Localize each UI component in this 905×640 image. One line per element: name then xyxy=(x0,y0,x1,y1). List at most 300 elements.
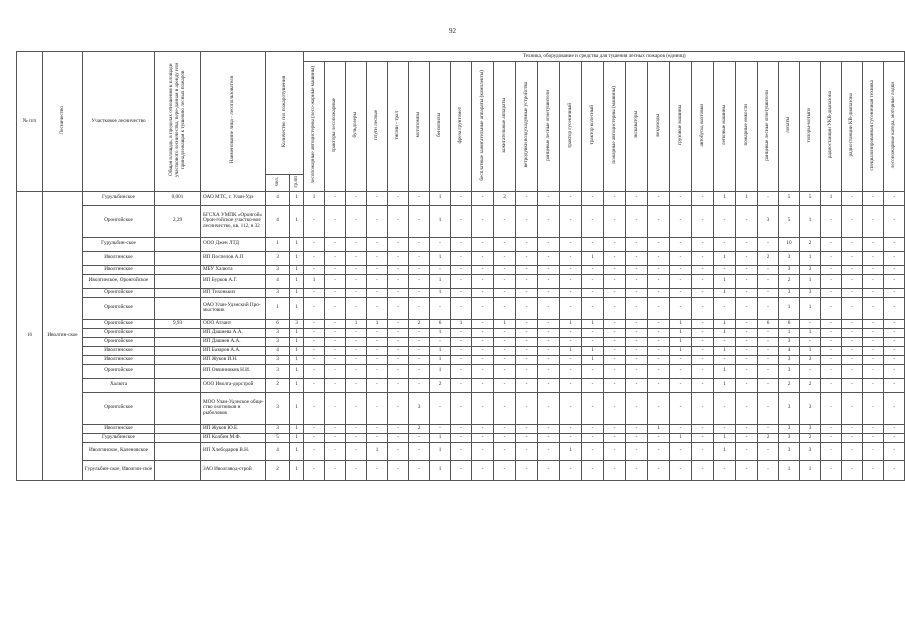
cell-eq-18 xyxy=(670,337,692,346)
cell-eq-value: - xyxy=(591,217,594,224)
cell-eq-9 xyxy=(472,378,494,392)
cell-eq-value: - xyxy=(397,466,399,473)
cell-eq-12 xyxy=(538,297,560,319)
cell-eq-11 xyxy=(516,433,538,442)
cell-district xyxy=(83,319,155,328)
cell-people-text: 2 xyxy=(276,466,279,473)
cell-eq-value: - xyxy=(613,424,616,431)
cell-name xyxy=(201,251,266,265)
cell-eq-value: - xyxy=(525,265,528,272)
cell-eq-value: 1 xyxy=(808,328,812,335)
cell-eq-4 xyxy=(367,288,388,297)
cell-eq-value: - xyxy=(851,304,853,311)
cell-eq-value: - xyxy=(525,367,528,374)
cell-eq-6 xyxy=(409,274,430,288)
cell-area-text: 0,001 xyxy=(171,194,184,201)
cell-eq-value: 3 xyxy=(766,217,770,224)
cell-eq-value: - xyxy=(397,288,399,295)
cell-groups-text: 1 xyxy=(295,288,298,295)
cell-eq-value: - xyxy=(547,304,550,311)
cell-eq-value: 1 xyxy=(591,346,594,353)
cell-eq-value: - xyxy=(701,328,704,335)
cell-eq-16 xyxy=(626,288,648,297)
cell-district-text: Оронгойское xyxy=(104,328,133,335)
col-district-text: Участковое лесничество xyxy=(91,117,146,124)
cell-name-text: ИП Жуков И.Н. xyxy=(203,355,238,362)
cell-eq-2 xyxy=(325,288,346,297)
cell-eq-value: - xyxy=(679,355,682,362)
cell-eq-16 xyxy=(626,265,648,274)
col-eq-16-text: экскаваторы xyxy=(632,111,639,139)
cell-eq-value: - xyxy=(334,447,336,454)
cell-eq-value: - xyxy=(767,346,769,353)
cell-eq-8 xyxy=(451,355,472,364)
cell-eq-15 xyxy=(604,337,626,346)
cell-eq-value: - xyxy=(503,381,506,388)
cell-eq-value: - xyxy=(851,288,853,295)
cell-eq-value: - xyxy=(851,240,853,247)
cell-eq-value: - xyxy=(745,265,748,272)
col-eq-28 xyxy=(884,62,905,192)
cell-eq-9 xyxy=(472,205,494,237)
cell-eq-18 xyxy=(670,191,692,205)
cell-eq-17 xyxy=(648,433,670,442)
cell-eq-24 xyxy=(800,265,821,274)
cell-eq-18 xyxy=(670,433,692,442)
cell-eq-12 xyxy=(538,191,560,205)
cell-eq-23 xyxy=(779,274,800,288)
cell-eq-17 xyxy=(648,392,670,424)
cell-eq-26 xyxy=(842,433,863,442)
cell-eq-8 xyxy=(451,433,472,442)
cell-eq-21 xyxy=(736,337,758,346)
cell-eq-14 xyxy=(582,346,604,355)
cell-groups-text: 1 xyxy=(295,304,298,311)
cell-eq-9 xyxy=(472,433,494,442)
col-num xyxy=(17,52,43,192)
cell-district-text: Оронгойское xyxy=(104,304,133,311)
col-eq-12 xyxy=(538,62,560,192)
cell-eq-value: - xyxy=(613,404,616,411)
cell-groups xyxy=(290,191,304,205)
cell-eq-11 xyxy=(516,191,538,205)
cell-eq-23 xyxy=(779,433,800,442)
cell-eq-27 xyxy=(863,337,884,346)
cell-groups xyxy=(290,378,304,392)
cell-eq-21 xyxy=(736,265,758,274)
cell-eq-15 xyxy=(604,424,626,433)
cell-eq-7 xyxy=(430,328,451,337)
cell-eq-value: - xyxy=(376,265,378,272)
cell-eq-23 xyxy=(779,251,800,265)
cell-eq-9 xyxy=(472,265,494,274)
cell-eq-value: - xyxy=(397,304,399,311)
cell-groups-text: 1 xyxy=(295,433,298,440)
cell-groups-text: 1 xyxy=(295,404,298,411)
cell-eq-15 xyxy=(604,328,626,337)
cell-eq-11 xyxy=(516,355,538,364)
cell-eq-10 xyxy=(494,424,516,433)
cell-eq-4 xyxy=(367,442,388,460)
cell-eq-13 xyxy=(560,191,582,205)
col-eq-3 xyxy=(346,62,367,192)
cell-eq-value: - xyxy=(547,277,550,284)
cell-name xyxy=(201,460,266,480)
cell-eq-15 xyxy=(604,265,626,274)
cell-eq-17 xyxy=(648,346,670,355)
cell-eq-value: - xyxy=(313,328,315,335)
cell-eq-value: - xyxy=(547,194,550,201)
cell-eq-value: - xyxy=(851,424,853,431)
cell-groups-text: 1 xyxy=(295,277,298,284)
cell-eq-value: - xyxy=(481,424,484,431)
cell-eq-3 xyxy=(346,319,367,328)
cell-eq-value: - xyxy=(547,433,550,440)
cell-eq-value: - xyxy=(767,304,769,311)
cell-eq-value: 1 xyxy=(723,328,726,335)
cell-eq-11 xyxy=(516,237,538,251)
cell-eq-8 xyxy=(451,319,472,328)
col-forces-text: Количество сил пожаротушения xyxy=(280,75,287,148)
cell-eq-27 xyxy=(863,433,884,442)
cell-eq-value: - xyxy=(525,466,528,473)
cell-eq-21 xyxy=(736,251,758,265)
cell-eq-18 xyxy=(670,378,692,392)
cell-eq-value: - xyxy=(635,466,638,473)
cell-eq-value: - xyxy=(503,277,506,284)
cell-eq-19 xyxy=(692,191,714,205)
cell-eq-1 xyxy=(304,460,325,480)
cell-eq-value: - xyxy=(313,288,315,295)
cell-eq-4 xyxy=(367,424,388,433)
cell-eq-14 xyxy=(582,392,604,424)
cell-eq-value: - xyxy=(767,240,769,247)
cell-eq-3 xyxy=(346,288,367,297)
cell-eq-14 xyxy=(582,265,604,274)
cell-eq-value: - xyxy=(418,381,420,388)
cell-eq-24 xyxy=(800,364,821,378)
cell-eq-value: - xyxy=(830,381,832,388)
cell-eq-value: - xyxy=(679,466,682,473)
cell-area xyxy=(155,274,201,288)
cell-people-text: 2 xyxy=(276,381,279,388)
cell-people xyxy=(266,251,290,265)
cell-eq-11 xyxy=(516,337,538,346)
cell-eq-value: - xyxy=(657,194,660,201)
cell-eq-value: 2 xyxy=(787,277,791,284)
cell-eq-value: - xyxy=(525,337,528,344)
cell-district-text: Халюта xyxy=(109,381,128,388)
cell-eq-value: 3 xyxy=(808,424,812,431)
cell-eq-value: - xyxy=(723,404,726,411)
cell-eq-9 xyxy=(472,364,494,378)
cell-eq-27 xyxy=(863,424,884,433)
cell-eq-24 xyxy=(800,392,821,424)
cell-eq-value: - xyxy=(355,217,357,224)
cell-eq-3 xyxy=(346,297,367,319)
col-eq-2-text: тракторы лесопожарные xyxy=(331,97,338,153)
cell-eq-12 xyxy=(538,237,560,251)
cell-eq-value: - xyxy=(591,466,594,473)
cell-eq-value: - xyxy=(418,254,420,261)
cell-district-text: Гурульбин-ское xyxy=(101,240,136,247)
cell-eq-27 xyxy=(863,378,884,392)
cell-eq-value: - xyxy=(635,194,638,201)
cell-area-text: 2,29 xyxy=(172,217,183,224)
cell-eq-6 xyxy=(409,378,430,392)
cell-eq-20 xyxy=(714,237,736,251)
cell-eq-value: 1 xyxy=(723,433,726,440)
cell-eq-value: - xyxy=(767,328,769,335)
cell-eq-13 xyxy=(560,237,582,251)
table-row xyxy=(17,237,905,251)
cell-eq-value: 1 xyxy=(679,346,682,353)
cell-eq-value: - xyxy=(334,337,336,344)
cell-eq-10 xyxy=(494,378,516,392)
cell-eq-value: - xyxy=(701,217,704,224)
cell-name xyxy=(201,392,266,424)
col-eq-18-text: грузовые машины xyxy=(676,105,683,145)
cell-eq-10 xyxy=(494,205,516,237)
cell-eq-7 xyxy=(430,392,451,424)
cell-eq-value: - xyxy=(460,433,462,440)
cell-eq-value: 3 xyxy=(787,288,791,295)
col-eq-20 xyxy=(714,62,736,192)
cell-eq-22 xyxy=(758,337,779,346)
cell-eq-value: - xyxy=(830,319,832,326)
cell-eq-14 xyxy=(582,288,604,297)
cell-eq-27 xyxy=(863,460,884,480)
cell-eq-11 xyxy=(516,364,538,378)
cell-name xyxy=(201,297,266,319)
cell-eq-value: - xyxy=(503,254,506,261)
cell-district xyxy=(83,364,155,378)
cell-groups xyxy=(290,328,304,337)
cell-eq-21 xyxy=(736,364,758,378)
cell-eq-value: - xyxy=(893,367,896,374)
cell-eq-value: - xyxy=(872,265,874,272)
cell-eq-value: - xyxy=(481,304,484,311)
cell-district xyxy=(83,460,155,480)
cell-district xyxy=(83,355,155,364)
cell-eq-28 xyxy=(884,265,905,274)
cell-eq-value: - xyxy=(591,328,594,335)
cell-name-text: ОАО Улан-Удэнский Про-мыстовик xyxy=(203,301,261,314)
cell-eq-7 xyxy=(430,237,451,251)
cell-eq-value: - xyxy=(418,304,420,311)
cell-eq-24 xyxy=(800,355,821,364)
cell-eq-value: - xyxy=(893,337,896,344)
cell-eq-value: - xyxy=(767,265,769,272)
col-eq-22 xyxy=(758,62,779,192)
col-eq-28-text: лесопожарные катера, моторные лодки xyxy=(890,81,897,169)
cell-eq-17 xyxy=(648,442,670,460)
col-eq-10-text: зажигательные аппараты xyxy=(500,97,507,153)
cell-eq-26 xyxy=(842,355,863,364)
cell-eq-1 xyxy=(304,328,325,337)
cell-eq-5 xyxy=(388,424,409,433)
cell-eq-25 xyxy=(821,205,842,237)
cell-eq-value: - xyxy=(701,254,704,261)
cell-eq-value: - xyxy=(635,319,638,326)
cell-eq-15 xyxy=(604,346,626,355)
cell-eq-20 xyxy=(714,205,736,237)
cell-eq-16 xyxy=(626,433,648,442)
cell-eq-value: - xyxy=(872,433,874,440)
cell-eq-11 xyxy=(516,442,538,460)
cell-eq-20 xyxy=(714,433,736,442)
cell-eq-value: - xyxy=(830,217,832,224)
cell-eq-19 xyxy=(692,328,714,337)
cell-eq-value: 1 xyxy=(808,277,812,284)
cell-eq-value: - xyxy=(893,433,896,440)
cell-eq-2 xyxy=(325,460,346,480)
cell-eq-25 xyxy=(821,319,842,328)
cell-eq-4 xyxy=(367,337,388,346)
cell-eq-28 xyxy=(884,364,905,378)
cell-eq-value: - xyxy=(569,304,572,311)
cell-eq-value: - xyxy=(872,381,874,388)
cell-eq-26 xyxy=(842,319,863,328)
cell-eq-27 xyxy=(863,288,884,297)
cell-eq-15 xyxy=(604,288,626,297)
cell-eq-value: 1 xyxy=(787,304,791,311)
cell-eq-value: - xyxy=(481,466,484,473)
cell-eq-value: - xyxy=(334,319,336,326)
cell-people-text: 4 xyxy=(276,217,279,224)
cell-eq-value: 10 xyxy=(786,240,792,247)
cell-eq-21 xyxy=(736,274,758,288)
cell-eq-value: - xyxy=(679,254,682,261)
cell-eq-22 xyxy=(758,433,779,442)
cell-eq-24 xyxy=(800,433,821,442)
cell-eq-value: - xyxy=(591,381,594,388)
cell-district-text: Гурульбин-ское, Иволгин-ское xyxy=(84,466,153,473)
row-forestry-text: Иволгин-ское xyxy=(47,331,78,338)
cell-eq-value: 1 xyxy=(808,217,812,224)
cell-eq-3 xyxy=(346,251,367,265)
col-forces xyxy=(266,52,304,175)
cell-eq-value: - xyxy=(525,217,528,224)
cell-eq-16 xyxy=(626,319,648,328)
cell-eq-25 xyxy=(821,251,842,265)
cell-eq-17 xyxy=(648,424,670,433)
cell-eq-value: - xyxy=(355,194,357,201)
cell-eq-value: - xyxy=(334,367,336,374)
cell-eq-7 xyxy=(430,378,451,392)
cell-eq-value: - xyxy=(418,265,420,272)
cell-eq-22 xyxy=(758,364,779,378)
cell-eq-value: - xyxy=(872,355,874,362)
cell-eq-value: - xyxy=(418,337,420,344)
cell-eq-12 xyxy=(538,274,560,288)
cell-eq-4 xyxy=(367,205,388,237)
cell-eq-value: - xyxy=(657,337,660,344)
cell-eq-value: - xyxy=(591,424,594,431)
cell-eq-24 xyxy=(800,205,821,237)
cell-eq-value: - xyxy=(635,304,638,311)
cell-eq-2 xyxy=(325,191,346,205)
cell-eq-value: - xyxy=(334,254,336,261)
cell-eq-value: - xyxy=(872,447,874,454)
cell-eq-value: - xyxy=(313,466,315,473)
cell-eq-24 xyxy=(800,319,821,328)
cell-eq-12 xyxy=(538,392,560,424)
cell-eq-value: 3 xyxy=(808,404,812,411)
cell-name-text: ИП Дашиева А.А. xyxy=(203,328,243,335)
col-eq-4-text: плуги лесные xyxy=(373,109,380,141)
cell-eq-value: - xyxy=(657,254,660,261)
cell-eq-27 xyxy=(863,237,884,251)
cell-eq-value: 1 xyxy=(808,304,812,311)
cell-eq-value: 3 xyxy=(787,337,791,344)
cell-area xyxy=(155,288,201,297)
cell-eq-value: - xyxy=(679,447,682,454)
cell-eq-value: 1 xyxy=(569,447,572,454)
cell-area xyxy=(155,433,201,442)
cell-eq-6 xyxy=(409,392,430,424)
cell-people-text: 1 xyxy=(276,304,279,311)
cell-eq-12 xyxy=(538,460,560,480)
cell-eq-value: - xyxy=(439,424,441,431)
cell-eq-15 xyxy=(604,205,626,237)
cell-eq-value: - xyxy=(334,424,336,431)
cell-eq-28 xyxy=(884,328,905,337)
cell-eq-value: - xyxy=(481,433,484,440)
cell-eq-5 xyxy=(388,337,409,346)
cell-eq-value: - xyxy=(657,288,660,295)
cell-eq-22 xyxy=(758,251,779,265)
cell-eq-5 xyxy=(388,265,409,274)
cell-district-text: Иволгинское xyxy=(104,346,133,353)
cell-eq-value: - xyxy=(397,337,399,344)
table-row xyxy=(17,328,905,337)
cell-eq-5 xyxy=(388,460,409,480)
cell-district xyxy=(83,191,155,205)
cell-eq-12 xyxy=(538,355,560,364)
cell-eq-value: - xyxy=(591,304,594,311)
cell-eq-23 xyxy=(779,378,800,392)
cell-eq-value: - xyxy=(872,288,874,295)
cell-name-text: ООО Джен ЛТД xyxy=(203,240,239,247)
cell-eq-value: - xyxy=(525,355,528,362)
cell-eq-3 xyxy=(346,433,367,442)
cell-eq-value: - xyxy=(635,328,638,335)
cell-district xyxy=(83,378,155,392)
cell-eq-value: - xyxy=(679,304,682,311)
cell-eq-value: 1 xyxy=(591,319,594,326)
cell-groups xyxy=(290,297,304,319)
cell-eq-17 xyxy=(648,319,670,328)
cell-eq-25 xyxy=(821,337,842,346)
cell-eq-value: - xyxy=(635,355,638,362)
cell-eq-value: - xyxy=(851,265,853,272)
cell-eq-value: - xyxy=(547,404,550,411)
cell-eq-27 xyxy=(863,364,884,378)
col-eq-1 xyxy=(304,62,325,192)
cell-groups xyxy=(290,392,304,424)
cell-eq-value: - xyxy=(745,424,748,431)
cell-eq-6 xyxy=(409,355,430,364)
cell-eq-value: - xyxy=(613,217,616,224)
cell-eq-7 xyxy=(430,191,451,205)
cell-area xyxy=(155,237,201,251)
cell-area xyxy=(155,251,201,265)
cell-eq-value: - xyxy=(745,319,748,326)
cell-groups xyxy=(290,442,304,460)
cell-people xyxy=(266,355,290,364)
cell-eq-4 xyxy=(367,251,388,265)
